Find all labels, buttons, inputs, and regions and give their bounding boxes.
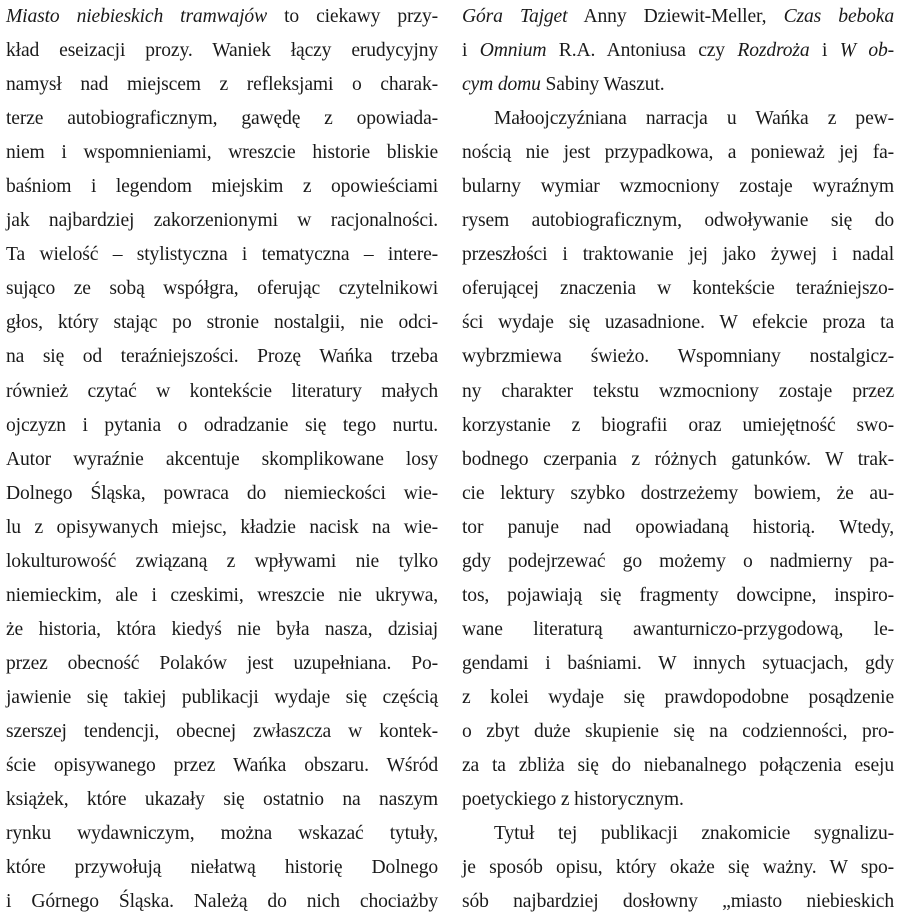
text-line <box>462 613 894 647</box>
text-line <box>6 238 438 272</box>
text-line <box>462 68 894 102</box>
text-run: to ciekawy przy- <box>267 6 438 27</box>
text-run: korzystanie z biografii oraz umiejętność swo- <box>462 414 894 436</box>
text-line <box>6 272 438 306</box>
text-run: przez obecność Polaków jest uzupełniana. Po- <box>6 652 438 674</box>
text-line <box>462 477 894 511</box>
text-run: i <box>809 40 840 62</box>
text-line <box>6 68 438 102</box>
text-line <box>6 817 438 851</box>
text-run: jak najbardziej zakorzenionymi w racjonalności. <box>6 210 438 232</box>
text-run: terze autobiograficznym, gawędę z opowiada- <box>6 108 438 130</box>
text-line <box>6 715 438 749</box>
italic-title: cym domu <box>462 74 541 96</box>
text-line <box>6 136 438 170</box>
text-run: rynku wydawniczym, można wskazać tytuły, <box>6 823 438 845</box>
text-run: niemieckim, ale i czeskimi, wreszcie nie ukrywa, <box>6 584 438 606</box>
text-line <box>6 477 438 511</box>
text-line <box>6 375 438 409</box>
text-line <box>462 136 894 170</box>
text-run: kład eseizacji prozy. Waniek łączy erudycyjny <box>6 40 438 62</box>
text-line <box>462 204 894 238</box>
text-line <box>462 102 894 136</box>
text-run: książek, które ukazały się ostatnio na naszym <box>6 789 438 811</box>
left-text-column <box>6 0 438 919</box>
text-run: Autor wyraźnie akcentuje skomplikowane losy <box>6 448 438 470</box>
text-run: lokulturowość związaną z wpływami nie tylko <box>6 550 438 572</box>
italic-title: W ob- <box>839 40 895 62</box>
text-line <box>6 749 438 783</box>
text-run: sująco ze sobą współgra, oferując czytelnikowi <box>6 278 438 300</box>
text-run: wybrzmiewa świeżo. Wspomniany nostalgicz- <box>462 346 894 368</box>
text-run: nością nie jest przypadkowa, a ponieważ jej fa- <box>462 142 894 164</box>
italic-title: Miasto niebieskich tramwajów <box>6 6 267 27</box>
text-run: Małoojczyźniana narracja u Wańka z pew- <box>494 108 894 130</box>
text-run: je sposób opisu, który okaże się ważny. W spo- <box>462 857 894 879</box>
text-run: i <box>462 40 480 62</box>
text-line <box>6 0 438 34</box>
text-run: które przywołują niełatwą historię Dolnego <box>6 857 438 879</box>
text-line <box>6 102 438 136</box>
text-run: z kolei wydaje się prawdopodobne posądzenie <box>462 686 894 708</box>
text-run: za ta zbliża się do niebanalnego połączenia eseju <box>462 755 894 777</box>
text-line <box>462 34 894 68</box>
text-line <box>6 409 438 443</box>
text-run: wane literaturą awanturniczo-przygodową, le- <box>462 618 894 640</box>
text-line <box>462 375 894 409</box>
text-line <box>462 272 894 306</box>
text-line <box>6 545 438 579</box>
text-run: ście opisywanego przez Wańka obszaru. Wśród <box>6 755 438 777</box>
text-run: szerszej tendencji, obecnej zwłaszcza w kontek- <box>6 720 438 742</box>
text-line <box>6 306 438 340</box>
text-run: gendami i baśniami. W innych sytuacjach, gdy <box>462 652 894 674</box>
text-run: tos, pojawiają się fragmenty dowcipne, inspiro- <box>462 584 894 606</box>
text-run: cie lektury szybko dostrzeżemy bowiem, że au- <box>462 482 894 504</box>
text-line <box>462 238 894 272</box>
text-run: sób najbardziej dosłowny „miasto niebieskich <box>462 891 894 913</box>
text-run: głos, który stając po stronie nostalgii, nie odci- <box>6 312 438 334</box>
text-run: R.A. Antoniusa czy <box>546 40 738 62</box>
text-line <box>462 409 894 443</box>
text-run: bularny wymiar wzmocniony zostaje wyraźnym <box>462 176 894 198</box>
text-line <box>6 511 438 545</box>
text-line <box>462 681 894 715</box>
text-run: Dolnego Śląska, powraca do niemieckości wie- <box>6 482 438 504</box>
italic-title: Omnium <box>479 40 547 62</box>
text-run: niem i wspomnieniami, wreszcie historie bliskie <box>6 142 438 164</box>
text-line <box>6 34 438 68</box>
text-run: ny charakter tekstu wzmocniony zostaje przez <box>462 380 894 402</box>
text-run: rysem autobiograficznym, odwoływanie się do <box>462 210 894 232</box>
text-run: o zbyt duże skupienie się na codzienności, pro- <box>462 720 894 742</box>
text-run: bodnego czerpania z różnych gatunków. W trak- <box>462 448 894 470</box>
text-line <box>462 340 894 374</box>
text-line <box>6 885 438 919</box>
text-line <box>462 817 894 851</box>
text-run: Sabiny Waszut. <box>540 74 665 96</box>
text-line <box>462 306 894 340</box>
text-line <box>6 340 438 374</box>
text-line <box>462 443 894 477</box>
text-run: tor panuje nad opowiadaną historią. Wtedy, <box>462 516 894 538</box>
text-run: Anny Dziewit-Meller, <box>567 6 784 27</box>
italic-title: Góra Tajget <box>462 6 568 27</box>
text-line <box>462 579 894 613</box>
text-run: również czytać w kontekście literatury małych <box>6 380 438 402</box>
text-line <box>6 783 438 817</box>
text-run: Tytuł tej publikacji znakomicie sygnalizu- <box>494 823 894 845</box>
text-line <box>462 545 894 579</box>
text-line <box>462 749 894 783</box>
text-run: lu z opisywanych miejsc, kładzie nacisk na wie- <box>6 516 438 538</box>
text-run: gdy podejrzewać go możemy o nadmierny pa- <box>462 550 894 572</box>
italic-title: Rozdroża <box>737 40 810 62</box>
text-line <box>6 204 438 238</box>
text-line <box>462 511 894 545</box>
text-run: oferującej znaczenia w kontekście teraźniejszo- <box>462 278 894 300</box>
text-run: Ta wielość – stylistyczna i tematyczna – intere- <box>6 244 438 266</box>
text-run: ści wydaje się uzasadnione. W efekcie proza ta <box>462 312 894 334</box>
text-line <box>462 885 894 919</box>
text-line <box>6 681 438 715</box>
text-run: namysł nad miejscem z refleksjami o charak- <box>6 74 438 96</box>
text-line <box>462 783 894 817</box>
text-run: przeszłości i traktowanie jej jako żywej i nadal <box>462 244 894 266</box>
right-text-column <box>462 0 894 919</box>
text-run: poetyckiego z historycznym. <box>462 789 684 811</box>
text-run: i Górnego Śląska. Należą do nich chociażby <box>6 891 438 913</box>
text-line <box>6 851 438 885</box>
text-line <box>6 443 438 477</box>
text-run: na się od teraźniejszości. Prozę Wańka trzeba <box>6 346 438 368</box>
text-line <box>462 851 894 885</box>
text-line <box>6 170 438 204</box>
text-line <box>6 613 438 647</box>
text-line <box>462 170 894 204</box>
text-run: baśniom i legendom miejskim z opowieściami <box>6 176 438 198</box>
text-run: jawienie się takiej publikacji wydaje się częścią <box>6 686 438 708</box>
text-line <box>6 647 438 681</box>
italic-title: Czas beboka <box>783 6 894 27</box>
text-line <box>462 715 894 749</box>
text-line <box>6 579 438 613</box>
text-line <box>462 0 894 34</box>
text-line <box>462 647 894 681</box>
text-run: ojczyzn i pytania o odradzanie się tego nurtu. <box>6 414 438 436</box>
text-run: że historia, która kiedyś nie była nasza, dzisiaj <box>6 618 438 640</box>
